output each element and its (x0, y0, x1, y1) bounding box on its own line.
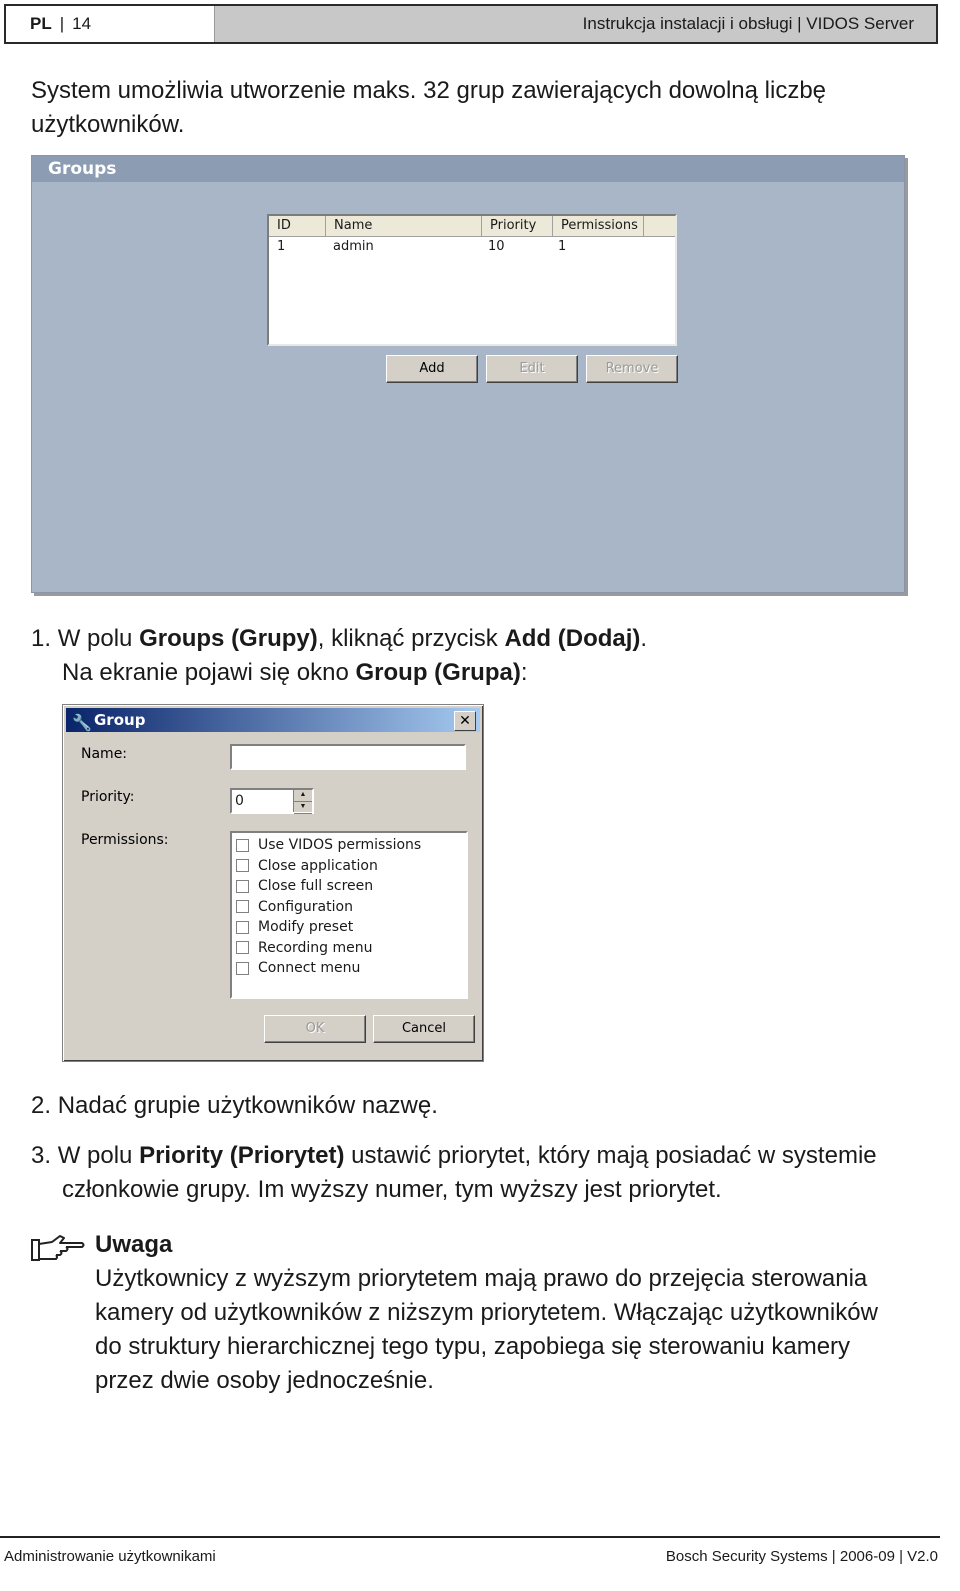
priority-value: 0 (235, 793, 244, 809)
priority-stepper[interactable] (230, 788, 314, 814)
step-3 (31, 1139, 931, 1173)
permission-item-use-vidos[interactable] (232, 835, 466, 856)
step-2-text: Nadać grupie użytkowników nazwę. (57, 1092, 438, 1119)
permissions-label: Permissions: (81, 832, 169, 848)
step-1-text-end: . (640, 625, 648, 652)
note-line: kamery od użytkowników z niższym priorytetem. Włączając użytkowników (95, 1299, 878, 1326)
header-lang: PL (30, 14, 52, 33)
step-2-number: 2. (31, 1092, 52, 1119)
permission-label: Close full screen (258, 878, 374, 895)
header-page-info (6, 6, 215, 42)
step-3-number: 3. (31, 1142, 52, 1169)
page-header (4, 4, 938, 44)
row-name: admin (333, 239, 374, 254)
edit-button[interactable]: Edit (486, 355, 578, 383)
group-dialog (62, 704, 484, 1062)
note-line: do struktury hierarchicznej tego typu, zapobiega się sterowaniu kamery (95, 1333, 851, 1360)
checkbox[interactable] (236, 962, 249, 975)
remove-button[interactable]: Remove (586, 355, 678, 383)
priority-label: Priority: (81, 789, 135, 805)
chevron-down-icon[interactable]: ▼ (294, 802, 312, 814)
permission-item-connect-menu[interactable] (232, 958, 466, 979)
column-id[interactable]: ID (269, 216, 326, 236)
row-permissions: 1 (558, 239, 567, 254)
checkbox[interactable] (236, 839, 249, 852)
group-dialog-title: Group (94, 711, 146, 729)
name-label: Name: (81, 746, 128, 762)
step-3-priority-term: Priority (Priorytet) (139, 1142, 345, 1169)
note-line: przez dwie osoby jednocześnie. (95, 1367, 434, 1394)
note-line: Użytkownicy z wyższym priorytetem mają prawo do przejęcia sterowania (95, 1265, 868, 1292)
permission-label: Connect menu (258, 960, 361, 977)
column-name[interactable]: Name (326, 216, 482, 236)
groups-panel (31, 155, 905, 593)
wrench-icon: 🔧 (72, 713, 92, 732)
groups-list[interactable] (267, 214, 677, 346)
pointing-hand-icon (30, 1232, 86, 1266)
column-priority[interactable]: Priority (482, 216, 553, 236)
checkbox[interactable] (236, 941, 249, 954)
priority-spin[interactable] (293, 790, 312, 812)
header-separator: | (59, 14, 65, 33)
footer-rule (0, 1536, 940, 1538)
permission-label: Recording menu (258, 939, 373, 956)
step-1-text-mid: , kliknąć przycisk (317, 625, 505, 652)
footer-left: Administrowanie użytkownikami (4, 1548, 216, 1565)
permission-label: Modify preset (258, 919, 354, 936)
step-1-number: 1. (31, 625, 52, 652)
step-1 (31, 622, 911, 656)
permission-item-recording-menu[interactable] (232, 938, 466, 959)
checkbox[interactable] (236, 880, 249, 893)
groups-panel-title: Groups (32, 156, 904, 182)
row-priority: 10 (488, 239, 505, 254)
groups-list-header (269, 216, 675, 237)
permission-label: Configuration (258, 898, 353, 915)
step-1-line2-pre: Na ekranie pojawi się okno (62, 659, 356, 686)
step-1-group-term: Group (Grupa) (355, 659, 521, 686)
permission-item-close-application[interactable] (232, 856, 466, 877)
step-1-line2 (62, 656, 912, 690)
header-page-number: 14 (72, 14, 92, 33)
checkbox[interactable] (236, 900, 249, 913)
step-3-line2: członkowie grupy. Im wyższy numer, tym wyższy jest priorytet. (62, 1176, 722, 1203)
permission-label: Use VIDOS permissions (258, 837, 422, 854)
add-button[interactable]: Add (386, 355, 478, 383)
permission-item-configuration[interactable] (232, 897, 466, 918)
name-field[interactable] (230, 744, 466, 770)
intro-paragraph: System umożliwia utworzenie maks. 32 grup zawierających dowolną liczbę użytkowników. (31, 77, 827, 138)
checkbox[interactable] (236, 921, 249, 934)
cancel-button[interactable]: Cancel (373, 1015, 475, 1043)
step-3-text-post: ustawić priorytet, który mają posiadać w systemie (344, 1142, 877, 1169)
step-1-add-term: Add (Dodaj) (504, 625, 641, 652)
header-title: Instrukcja instalacji i obsługi | VIDOS Server (215, 6, 936, 42)
group-dialog-titlebar[interactable] (66, 708, 480, 732)
permission-label: Close application (258, 857, 378, 874)
note-title: Uwaga (95, 1231, 173, 1258)
step-3-text-pre: W polu (57, 1142, 140, 1169)
step-1-text-pre: W polu (57, 625, 140, 652)
close-icon[interactable]: ✕ (454, 711, 476, 731)
name-field-value (232, 747, 235, 763)
step-1-line2-end: : (520, 659, 528, 686)
permission-item-modify-preset[interactable] (232, 917, 466, 938)
permission-item-close-full-screen[interactable] (232, 876, 466, 897)
row-id: 1 (277, 239, 286, 254)
column-permissions[interactable]: Permissions (553, 216, 644, 236)
permissions-list (230, 831, 468, 999)
ok-button[interactable]: OK (264, 1015, 366, 1043)
step-2 (31, 1089, 911, 1123)
chevron-up-icon[interactable]: ▲ (294, 790, 312, 802)
footer-right: Bosch Security Systems | 2006-09 | V2.0 (665, 1548, 938, 1565)
step-1-groups-term: Groups (Grupy) (139, 625, 318, 652)
checkbox[interactable] (236, 859, 249, 872)
note-body (95, 1262, 935, 1398)
table-row[interactable] (269, 237, 675, 257)
